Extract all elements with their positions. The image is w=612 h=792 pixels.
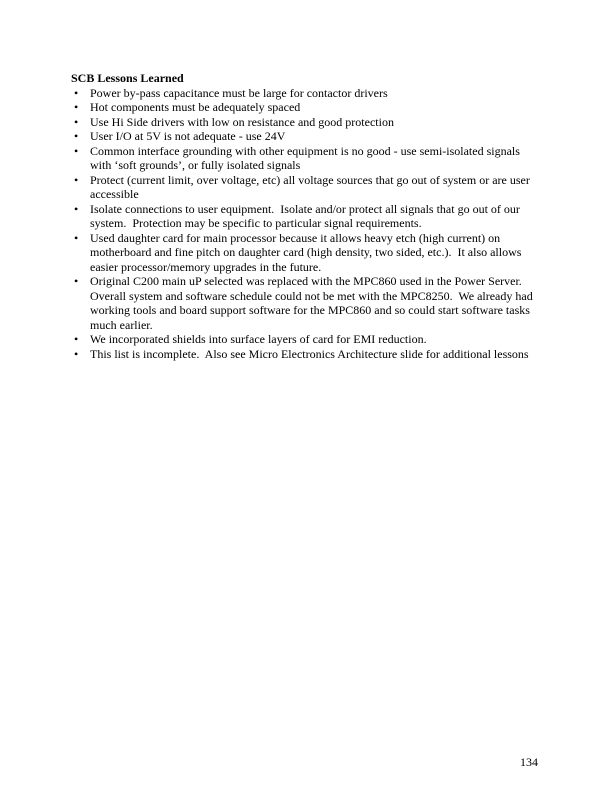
- bullet-marker-icon: •: [74, 201, 79, 216]
- bullet-list: [71, 86, 541, 362]
- bullet-marker-icon: •: [74, 85, 79, 100]
- bullet-text: Common interface grounding with other equipment is no good - use semi-isolated signals with ‘soft grounds’, or fully isolated signals: [90, 143, 523, 172]
- page-title: SCB Lessons Learned: [71, 71, 184, 85]
- bullet-marker-icon: •: [74, 172, 79, 187]
- bullet-item: [71, 115, 541, 130]
- bullet-item: [71, 86, 541, 101]
- content-area: [71, 71, 541, 361]
- bullet-text: Protect (current limit, over voltage, etc) all voltage sources that go out of system or are user accessible: [90, 172, 533, 201]
- bullet-marker-icon: •: [74, 143, 79, 158]
- bullet-item: [71, 100, 541, 115]
- bullet-text: Power by-pass capacitance must be large for contactor drivers: [90, 85, 388, 100]
- page-number: 134: [520, 755, 538, 769]
- bullet-marker-icon: •: [74, 332, 79, 346]
- bullet-item: [71, 274, 541, 332]
- bullet-marker-icon: •: [74, 100, 79, 114]
- bullet-item: [71, 347, 541, 362]
- bullet-text: User I/O at 5V is not adequate - use 24V: [90, 129, 286, 143]
- bullet-text: This list is incomplete. Also see Micro Electronics Architecture slide for additional lessons: [90, 346, 529, 361]
- bullet-item: [71, 144, 541, 173]
- bullet-marker-icon: •: [74, 230, 79, 245]
- bullet-item: [71, 173, 541, 202]
- bullet-marker-icon: •: [74, 346, 79, 361]
- bullet-marker-icon: •: [74, 114, 79, 129]
- bullet-text: Hot components must be adequately spaced: [90, 100, 301, 114]
- bullet-item: [71, 202, 541, 231]
- bullet-item: [71, 332, 541, 347]
- bullet-text: Used daughter card for main processor because it allows heavy etch (high current) on motherboard and fine pitch on daughter card (high density, two sided, etc.). It also allows easier processor/memory upgrades in the future.: [90, 230, 525, 274]
- bullet-text: Use Hi Side drivers with low on resistance and good protection: [90, 114, 394, 129]
- bullet-text: Original C200 main uP selected was replaced with the MPC860 used in the Power Server. Overall system and software schedule could not be met with the MPC8250. We already had working tools and board support software for the MPC860 and so could start software tasks much earlier.: [90, 274, 536, 332]
- bullet-item: [71, 129, 541, 144]
- bullet-text: Isolate connections to user equipment. Isolate and/or protect all signals that go out of our system. Protection may be specific to particular signal requirements.: [90, 201, 523, 230]
- bullet-marker-icon: •: [74, 274, 79, 288]
- bullet-text: We incorporated shields into surface layers of card for EMI reduction.: [90, 332, 427, 346]
- bullet-marker-icon: •: [74, 129, 79, 143]
- bullet-item: [71, 231, 541, 275]
